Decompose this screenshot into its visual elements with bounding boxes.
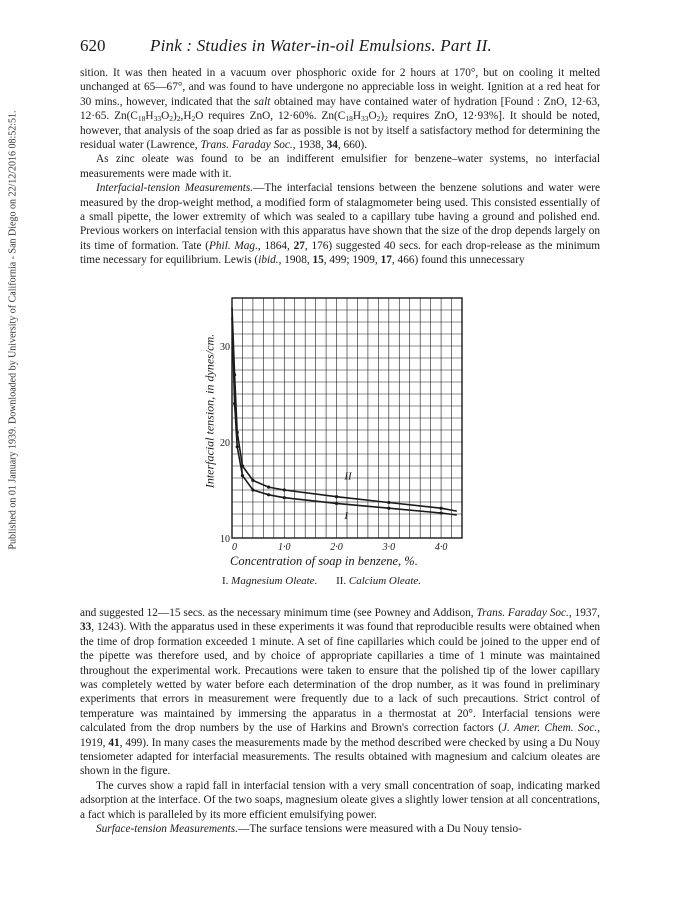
x-tick-label: 2·0	[330, 542, 343, 553]
curve-label: I	[344, 509, 349, 522]
data-point	[283, 496, 286, 499]
x-tick-label: 1·0	[278, 542, 291, 553]
data-point	[387, 507, 390, 510]
paragraph: and suggested 12—15 secs. as the necessary minimum time (see Powney and Addison, Trans. Faraday Soc., 1937, 33, 1243). With the apparatus used in these experiments it was found that reproducible results were obtained when the time of drop formation exceeded 1 minute. A set of fine capillaries which could be joined to the upper end of the pipette was therefore used, and by choice of appropriate capillaries a time of 1 minute was maintained throughout the experimental work. Precautions were taken to ensure that the polished tip of the lower capillary was completely wetted by water before each determination of the drop number, as it was found in preliminary experiments that errors in measurement were frequently due to a lack of such precautions. Strict control of temperature was maintained by immersing the apparatus in a thermostat at 20°. Interfacial tensions were calculated from the drop numbers by the use of Harkins and Brown's correction factors (J. Amer. Chem. Soc., 1919, 41, 499). In many cases the measurements made by the method described were checked by using a Du Nouy tensiometer adapted for interfacial measurements. The results obtained with magnesium and calcium oleates are shown in the figure.	[80, 607, 601, 778]
download-watermark-text: Published on 01 January 1939. Downloaded by University of California - San Diego on 22/12/2016 08:52:51.	[7, 110, 19, 550]
y-tick-label: 30	[220, 342, 230, 353]
interfacial-tension-chart	[200, 292, 490, 554]
data-point	[251, 488, 254, 491]
caption-item-magnesium: I. Magnesium Oleate.	[222, 575, 318, 587]
data-point	[335, 495, 338, 498]
y-tick-label: 20	[220, 438, 230, 449]
data-point	[236, 431, 239, 434]
data-point	[241, 464, 244, 467]
x-tick-label: 3·0	[382, 542, 396, 553]
caption-item-calcium: II. Calcium Oleate.	[336, 575, 422, 587]
data-point	[283, 488, 286, 491]
paragraph: The curves show a rapid fall in interfacial tension with a very small concentration of soap, indicating marked adsorption at the interface. Of the two soaps, magnesium oleate gives a slightly lower tension at all concentrations, a fact which is paralleled by its more efficient emulsifying power.	[80, 779, 600, 821]
data-point	[267, 493, 270, 496]
curve-label: II	[344, 470, 352, 483]
data-point	[267, 486, 270, 489]
running-title: Pink : Studies in Water-in-oil Emulsions. Part II.	[150, 36, 492, 55]
data-point	[335, 502, 338, 505]
data-point	[387, 501, 390, 504]
data-point	[233, 373, 236, 376]
figure-caption	[222, 575, 437, 587]
section-heading: Surface-tension Measurements.	[96, 823, 239, 836]
body-text-top	[80, 66, 600, 268]
data-point	[439, 507, 442, 510]
figure	[200, 292, 490, 587]
paragraph: As zinc oleate was found to be an indifferent emulsifier for benzene–water systems, no interfacial measurements were made with it.	[80, 153, 600, 180]
x-axis-label: Concentration of soap in benzene, %.	[230, 554, 418, 568]
download-watermark	[6, 70, 20, 590]
data-point	[251, 479, 254, 482]
paragraph: Interfacial-tension Measurements.—The interfacial tensions between the benzene solutions and water were measured by the drop-weight method, a modified form of stalagmometer being used. This consisted essentially of a small pipette, the lower extremity of which was sealed to a capillary tube having a ground and polished end. Previous workers on interfacial tension with this apparatus have shown that the size of the drop depends largely on its time of formation. Tate (Phil. Mag., 1864, 27, 176) suggested 40 secs. for each drop-release as the minimum time necessary for equilibrium. Lewis (ibid., 1908, 15, 499; 1909, 17, 466) found this unnecessary	[80, 182, 601, 267]
x-tick-label: 0	[232, 542, 237, 553]
data-point	[241, 474, 244, 477]
y-axis-label: Interfacial tension, in dynes/cm.	[202, 333, 217, 489]
paragraph: sition. It was then heated in a vacuum over phosphoric oxide for 2 hours at 170°, but on cooling it melted unchanged at 65—67°, and was found to have undergone no appreciable loss in weight. Ignition at a red heat for 30 mins., however, indicated that the salt obtained may have contained water of hydration [Found : ZnO, 12·63, 12·65. $Zn(C_{18}H_{33}O_2)_2,H_2O$ requires ZnO, 12·60%. $Zn(C_{18}H_{33}O_2)_2$ requires ZnO, 12·93%]. It should be noted, however, that analysis of the soap dried as far as possible is not by itself a satisfactory method for determining the residual water (Lawrence, Trans. Faraday Soc., 1938, 34, 660).	[80, 67, 600, 152]
paragraph: Surface-tension Measurements.—The surface tensions were measured with a Du Nouy tensio-	[96, 823, 522, 836]
x-tick-label: 4·0	[434, 542, 448, 553]
section-heading: Interfacial-tension Measurements.	[96, 182, 254, 195]
body-text-bottom	[80, 606, 600, 837]
data-point	[236, 445, 239, 448]
y-tick-label: 10	[220, 534, 230, 545]
page-number: 620	[80, 36, 106, 55]
page-header	[80, 36, 600, 58]
data-point	[439, 511, 442, 514]
